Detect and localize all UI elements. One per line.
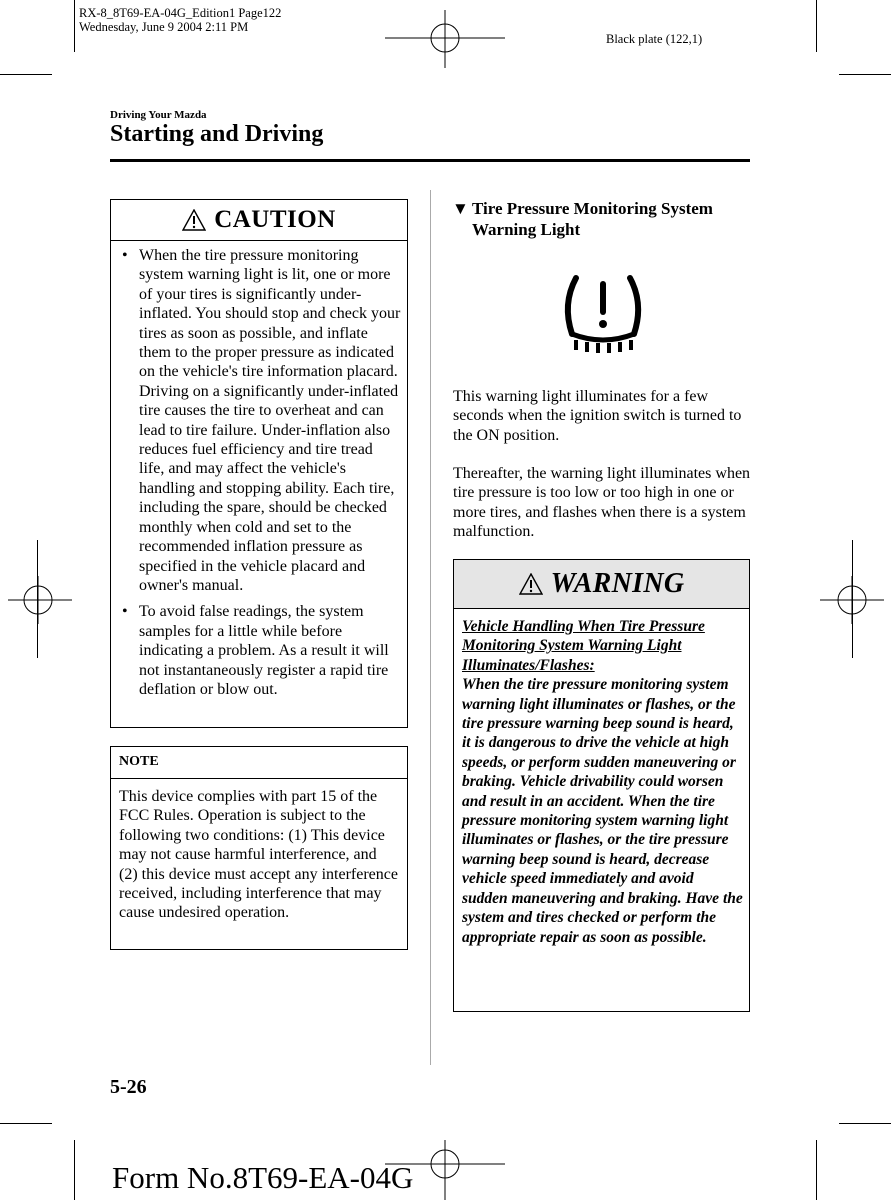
caution-item <box>121 602 401 699</box>
section-heading-text: Tire Pressure Monitoring System Warning Light <box>472 199 713 239</box>
print-info <box>79 6 281 34</box>
note-title: NOTE <box>111 747 407 779</box>
caution-box <box>110 199 408 728</box>
print-info-date: Wednesday, June 9 2004 2:11 PM <box>79 20 249 34</box>
caution-item <box>121 246 401 595</box>
body-paragraph: This warning light illuminates for a few seconds when the ignition switch is turned to the ON position. <box>453 388 742 444</box>
warning-subtitle: Vehicle Handling When Tire Pressure Monitoring System Warning Light Illuminates/Flashes: <box>462 618 705 674</box>
warning-header <box>454 560 749 609</box>
caution-item-text: To avoid false readings, the system samples for a little while before indicating a problem. As a result it will not instantaneously register a rapid tire deflation or blow out. <box>139 603 389 698</box>
section-heading <box>452 198 752 240</box>
warning-text: When the tire pressure monitoring system warning light illuminates or flashes, or the tire pressure warning beep sound is heard, it is dangerous to drive the vehicle at high speeds, or perform sudden maneuvering or braking. Vehicle drivability could worsen and result in an accident. When the tire pressure monitoring system warning light illuminates or flashes, or the tire pressure warning beep sound is heard, decrease vehicle speed immediately and avoid sudden maneuvering and braking. Have the system and tires checked or perform the appropriate repair as soon as possible. <box>462 676 743 946</box>
warning-title: WARNING <box>550 568 685 599</box>
tire-pressure-warning-icon <box>558 270 648 354</box>
warning-body <box>454 609 749 947</box>
body-paragraph: Thereafter, the warning light illuminates when tire pressure is too low or too high in one or more tires, and flashes when there is a system malfunction. <box>453 465 751 541</box>
caution-title: CAUTION <box>214 206 336 233</box>
section-label: Driving Your Mazda <box>110 109 207 121</box>
warning-triangle-icon <box>182 209 206 231</box>
bullet-icon: • <box>122 603 128 621</box>
caution-list <box>111 241 407 699</box>
caution-header <box>111 200 407 241</box>
registration-mark-icon <box>820 576 884 624</box>
warning-triangle-icon <box>519 573 543 595</box>
page-title: Starting and Driving <box>110 121 324 147</box>
note-body: This device complies with part 15 of the FCC Rules. Operation is subject to the following two conditions: (1) This device may not cause harmful interference, and (2) this device must accept any interference received, including interference that may cause undesired operation. <box>119 788 398 922</box>
registration-mark-icon <box>8 576 72 624</box>
registration-mark-icon <box>385 6 505 68</box>
triangle-marker-icon: ▼ <box>452 199 469 218</box>
warning-box <box>453 559 750 1012</box>
bullet-icon: • <box>122 247 128 264</box>
caution-item-text: When the tire pressure monitoring system warning light is lit, one or more of your tires is significantly under-inflated. You should stop and check your tires as soon as possible, and inflate them to the proper pressure as indicated on the vehicle's tire information placard. Driving on a significantly under-inflated tire causes the tire to overheat and can lead to tire failure. Under-inflation also reduces fuel efficiency and tire tread life, and may affect the vehicle's handling and stopping ability. Each tire, including the spare, should be checked monthly when cold and set to the recommended inflation pressure as specified in the vehicle placard and owner's manual. <box>139 247 401 594</box>
title-rule <box>110 159 750 162</box>
note-box <box>110 746 408 950</box>
column-divider <box>430 190 431 1065</box>
plate-label: Black plate (122,1) <box>606 32 703 46</box>
page-number: 5-26 <box>110 1076 147 1098</box>
print-info-file: RX-8_8T69-EA-04G_Edition1 Page122 <box>79 6 282 20</box>
form-number: Form No.8T69-EA-04G <box>112 1160 414 1195</box>
